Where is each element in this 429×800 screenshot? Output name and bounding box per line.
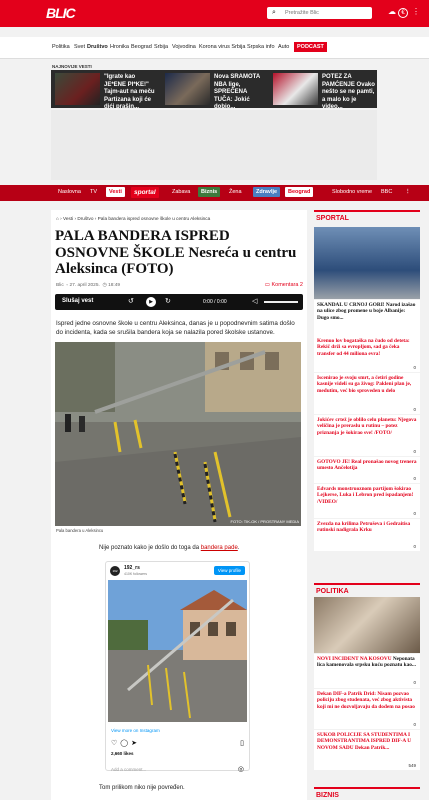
podcast-button[interactable]: PODCAST <box>294 42 327 52</box>
sidebar-article[interactable] <box>314 457 420 483</box>
article-paragraph <box>99 545 239 551</box>
sidebar-article[interactable] <box>314 689 420 729</box>
instagram-photo[interactable] <box>108 580 247 722</box>
add-comment-input[interactable]: Add a comment... <box>111 767 147 772</box>
nav-item-auto[interactable]: Auto <box>278 44 290 50</box>
nav-item-beograd[interactable]: Beograd <box>131 44 152 50</box>
comment-count: 0 <box>413 544 416 549</box>
article-source: Blic <box>56 283 64 288</box>
bookmark-icon[interactable]: ▯ <box>240 740 244 747</box>
sidebar-article[interactable] <box>314 415 420 456</box>
latest-news-strip <box>51 70 377 108</box>
nav-item-vojvodina[interactable]: Vojvodina <box>172 44 196 50</box>
comment-count: 0 <box>413 449 416 454</box>
section-item-tv[interactable]: TV <box>90 189 98 195</box>
latest-news-thumbnail <box>55 73 100 105</box>
section-item-slobodno-vreme[interactable]: Slobodno vreme <box>332 189 373 195</box>
sidebar-article[interactable] <box>314 336 420 372</box>
section-item-naslovna[interactable]: Naslovna <box>58 189 81 195</box>
latest-news-thumbnail <box>273 73 318 105</box>
calendar-icon: ▫ <box>66 283 69 288</box>
more-menu-icon[interactable]: ⋮ <box>405 189 411 195</box>
section-item-sportal[interactable]: sportal <box>131 187 159 198</box>
search-icon[interactable]: ⌕ <box>272 9 276 16</box>
instagram-embed <box>105 561 250 771</box>
player-time: 0:00 / 0:00 <box>203 299 227 305</box>
menu-icon[interactable]: ⋮ <box>412 7 420 16</box>
audio-player <box>55 294 303 310</box>
forward-icon[interactable]: ↻ <box>165 298 171 305</box>
comment-icon[interactable]: ◯ <box>120 740 132 747</box>
article-time: 18:49 <box>108 283 121 288</box>
sidebar-article-text: Narod izašao na ulice zbog promene u boje Albanije: Dugo smo... <box>317 302 416 321</box>
latest-news-label: NAJNOVIJE VESTI <box>52 64 92 69</box>
listen-label: Slušaj vest <box>62 298 94 304</box>
comment-icon: ▭ <box>264 282 270 288</box>
sidebar-article[interactable] <box>314 730 420 770</box>
latest-news-item[interactable] <box>271 72 376 110</box>
fallen-pole-photo <box>55 342 301 526</box>
ad-banner[interactable] <box>51 110 377 180</box>
sidebar-section-biznis[interactable]: BIZNIS <box>314 787 420 799</box>
view-more-link[interactable]: View more on Instagram <box>111 728 160 733</box>
section-item-biznis[interactable]: Biznis <box>198 187 220 197</box>
article-date: 27. april 2025. <box>69 283 100 288</box>
politika-photo[interactable] <box>314 597 420 653</box>
article-photo[interactable] <box>55 342 301 526</box>
section-navigation <box>0 185 429 201</box>
latest-news-title: "Igrate kao JE*ENE PI*KE!" Tajm-aut na meču Partizana koji će dići prašin... <box>104 74 155 110</box>
nav-item-srbija[interactable]: Srbija <box>154 44 169 50</box>
nav-item-politika[interactable]: Politika <box>52 44 70 50</box>
sidebar-article[interactable] <box>314 300 420 336</box>
latest-news-thumbnail <box>165 73 210 105</box>
weather-icon[interactable]: ☁ <box>388 7 396 16</box>
main-navigation <box>0 37 429 59</box>
comment-count: 0 <box>413 722 416 727</box>
sidebar-article-title: Krenuo lov bogataška na čudo od deteta: Rekič drži sa evropljom, sad ga čeka transfer od 44 miliona evra! <box>317 338 410 357</box>
heart-icon[interactable]: ♡ <box>111 740 121 747</box>
article-link[interactable]: bandera pade <box>200 545 238 551</box>
breadcrumb <box>56 216 210 221</box>
sidebar-article-title <box>317 302 417 321</box>
sidebar-section-sportal[interactable]: SPORTAL <box>314 210 420 222</box>
volume-icon[interactable]: ◁ <box>252 298 258 305</box>
share-icon[interactable]: ➤ <box>131 740 140 747</box>
paragraph-end: . <box>237 545 240 551</box>
section-item-zdravlje[interactable]: Zdravlje <box>253 187 280 197</box>
breadcrumb-path[interactable]: › Vesti › Društvo › Pala bandera ispred osnovne škole u centru Aleksinca <box>60 216 211 221</box>
sidebar-article-title: GOTOVO JE! Real pronašao novog trenera umesto Ančelotija <box>317 459 417 472</box>
sidebar-article-title: SUKOB POLICIJE SA STUDENTIMA I DEMONSTRANTIMA ISPRED DIF-A U NOVOM SADU Dekan Patrik... <box>317 732 412 751</box>
sidebar-article-kicker: NOVI INCIDENT NA KOSOVU <box>317 656 392 662</box>
article-paragraph: Tom prilikom niko nije povređen. <box>99 785 185 791</box>
section-item-vesti[interactable]: Vesti <box>106 187 125 197</box>
sidebar-article-title: Iscenirao je svoju smrt, a četiri godine kasnije videli su ga živog: Pakleni plan je, međutim, već bio sproveden u delo <box>317 375 412 394</box>
comment-count: 0 <box>413 407 416 412</box>
photo-caption: Pala bandera u Aleksincu <box>56 528 104 533</box>
sidebar-article[interactable] <box>314 519 420 551</box>
currency-icon[interactable]: € <box>398 8 408 18</box>
search-input[interactable] <box>267 7 372 19</box>
article-meta <box>56 283 120 288</box>
instagram-likes: 2,660 likes <box>111 751 134 756</box>
comment-count: 0 <box>413 365 416 370</box>
instagram-avatar[interactable]: 192 <box>110 566 120 576</box>
sportal-photo[interactable] <box>314 227 420 299</box>
nav-item-drustvo[interactable]: Društvo <box>87 44 108 50</box>
home-icon[interactable]: ⌂ <box>56 216 59 221</box>
sidebar-article[interactable] <box>314 484 420 518</box>
blic-logo[interactable]: BLIC <box>46 5 75 21</box>
latest-news-item[interactable] <box>163 72 268 110</box>
instagram-photo-art <box>108 580 247 722</box>
sidebar-article-text: Neponata lica kamenovala srpsku kuću poznatu kao... <box>317 656 416 669</box>
page-title: PALA BANDERA ISPRED OSNOVNE ŠKOLE Nesreća u centru Aleksinca (FOTO) <box>55 228 297 277</box>
clock-icon: ◷ <box>102 283 107 288</box>
search-placeholder: Pretražite Blic <box>285 10 319 16</box>
sidebar-article-title <box>317 656 417 669</box>
play-button[interactable]: ▶ <box>146 297 156 307</box>
nav-item-hronika[interactable]: Hronika <box>110 44 129 50</box>
sidebar-article[interactable] <box>314 373 420 414</box>
instagram-logo-icon[interactable]: ◎ <box>237 766 244 773</box>
nav-item-korona[interactable]: Korona virus Srbija <box>199 44 246 50</box>
sidebar-article-title: Dekan DIF-a Patrik Drid: Nisam pozvao policiju zbog studenata, već zbog aktivista koji mi ne dozvoljavaju da dođem na posao <box>317 691 415 710</box>
comment-count: 0 <box>413 476 416 481</box>
sidebar <box>314 210 420 800</box>
comment-count: 549 <box>408 763 416 768</box>
instagram-username[interactable]: 192_rs <box>124 565 140 571</box>
view-profile-button[interactable]: View profile <box>214 566 245 575</box>
volume-slider[interactable] <box>264 301 298 303</box>
comments-link[interactable] <box>265 282 303 288</box>
instagram-actions <box>111 739 140 747</box>
latest-news-item[interactable] <box>53 72 158 110</box>
sidebar-article-kicker: SKANDAL U CRNOJ GORI! <box>317 302 385 308</box>
comment-count: 0 <box>413 680 416 685</box>
latest-news-title: POTEZ ZA PAMĆENJE Ovako nešto se ne pamti, a malo ko je video... <box>322 74 375 110</box>
section-item-bbc[interactable]: BBC <box>381 189 393 195</box>
top-bar <box>0 0 429 27</box>
latest-news-title: Nova SRAMOTA NBA lige, SPREČENA TUČA: Jokić dobio... <box>214 74 261 110</box>
sidebar-article-title: Zvezda na krilima Petruševa i Gedraitisa rutinski nadigrala Krku <box>317 521 411 534</box>
instagram-followers: 410K followers <box>124 572 147 576</box>
section-item-beograd[interactable]: Beograd <box>285 187 313 197</box>
rewind-icon[interactable]: ↺ <box>128 298 134 305</box>
section-item-zena[interactable]: Žena <box>229 189 242 195</box>
sidebar-article-title: Edvards monstruoznom partijom šokirao Lejkerse, Luka i Lebron pred ispadanjem! /VIDEO/ <box>317 486 414 505</box>
comments-count: Komentara 2 <box>271 282 303 288</box>
sidebar-section-politika[interactable]: POLITIKA <box>314 583 420 595</box>
section-item-zabava[interactable]: Zabava <box>172 189 191 195</box>
sidebar-article[interactable] <box>314 654 420 688</box>
comment-count: 0 <box>413 511 416 516</box>
nav-item-srpska-info[interactable]: Srpska info <box>247 44 275 50</box>
paragraph-text: Nije poznato kako je došlo do toga da <box>99 545 201 551</box>
nav-item-svet[interactable]: Svet <box>74 44 86 50</box>
photo-credit: FOTO: TIK-OK / PROSTRANY MEDIA <box>230 519 299 524</box>
article <box>51 210 307 800</box>
sidebar-article-title: Jokićev crtež je oblilo celu planetu: Njegova veličina je preraslu u rutinu – potez priznanja je šokirao sve! /FOTO/ <box>317 417 417 436</box>
article-lead: Ispred jedne osnovne škole u centru Aleksinca, danas je u popodnevnim satima došlo do incidenta, kada se srušila bandera koja se nalazila pored školske ustanove. <box>56 320 295 336</box>
